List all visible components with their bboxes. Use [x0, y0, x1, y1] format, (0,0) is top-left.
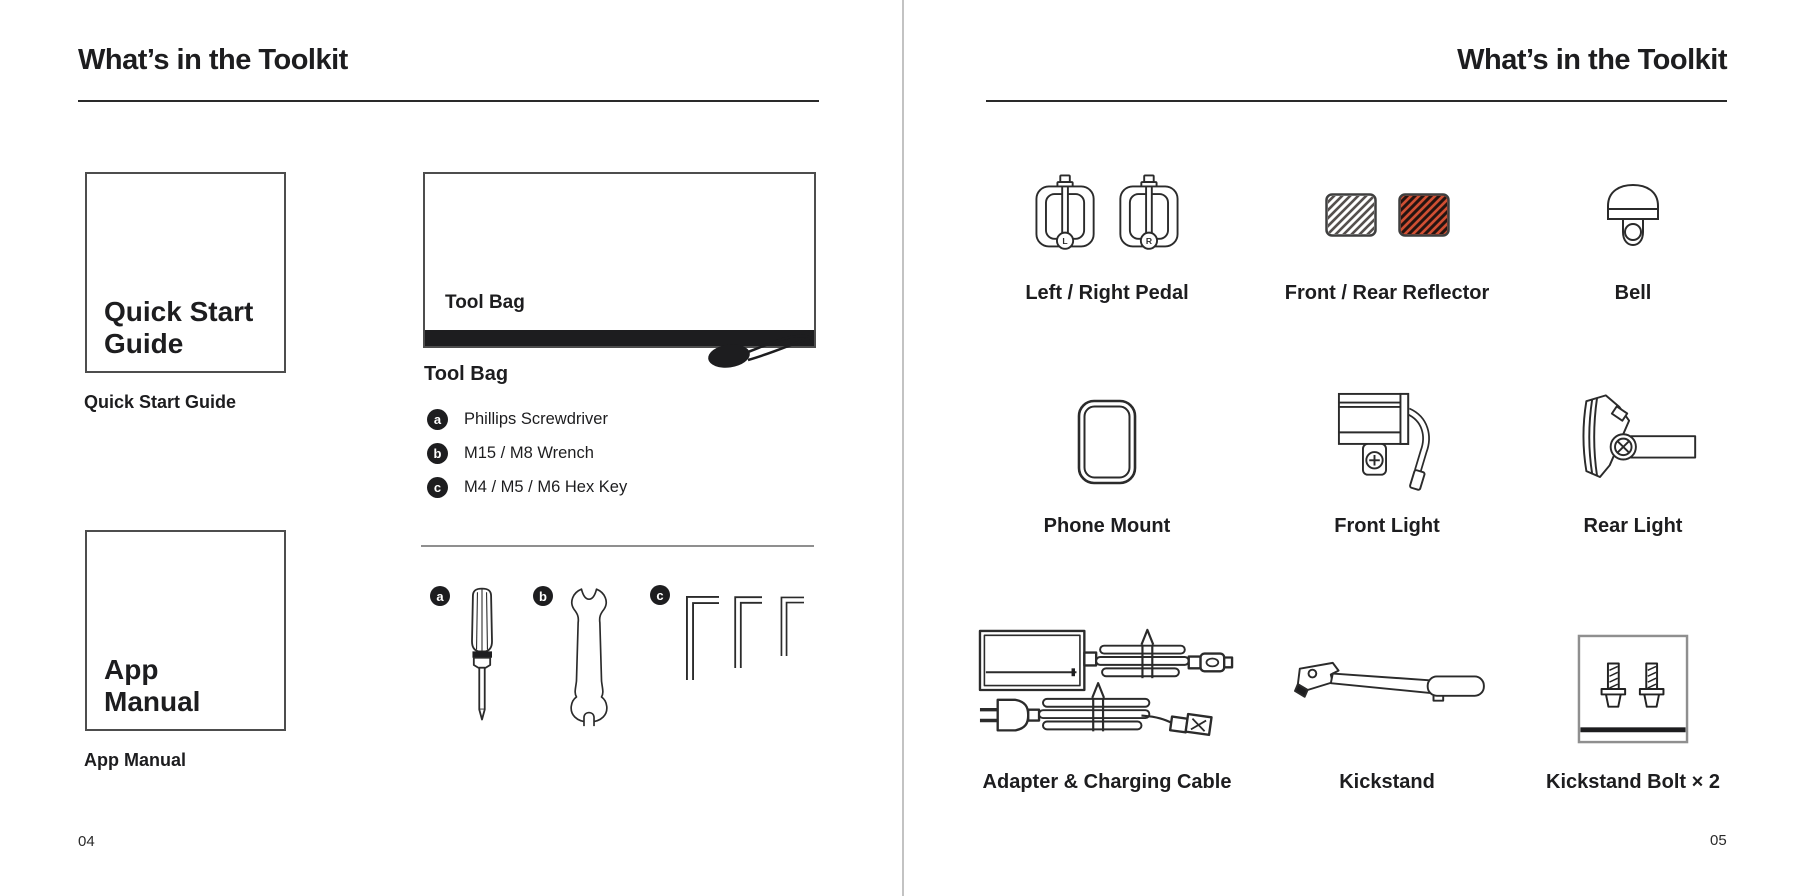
toolkit-item-reflectors — [1267, 155, 1507, 305]
right-page-title: What’s in the Toolkit — [1457, 44, 1727, 76]
tool-bag-heading: Tool Bag — [424, 363, 509, 385]
pedal-left-letter: L — [1062, 236, 1068, 247]
pedal-pair-icon — [987, 155, 1227, 275]
toolkit-item-rear-light — [1513, 375, 1753, 538]
item-label: Front Light — [1334, 515, 1440, 537]
wrench-icon — [563, 585, 615, 727]
cover-line: Quick Start — [104, 296, 254, 328]
item-label: Front / Rear Reflector — [1284, 282, 1490, 304]
page-divider — [902, 0, 904, 896]
left-page-number: 04 — [78, 833, 95, 850]
kickstand-bolt-icon — [1513, 615, 1753, 764]
toolkit-item-kickstand — [1267, 615, 1507, 794]
pedal-right-letter: R — [1145, 236, 1153, 247]
toolkit-item-pedals — [987, 155, 1227, 305]
phone-mount-icon — [987, 375, 1227, 508]
list-item — [427, 443, 627, 464]
tool-bag-cover — [423, 172, 816, 348]
cover-line: Guide — [104, 327, 184, 359]
toolkit-item-bell — [1513, 155, 1753, 305]
item-label: Adapter & Charging Cable — [982, 771, 1232, 793]
quick-start-guide-caption: Quick Start Guide — [84, 392, 237, 412]
tool-label: Phillips Screwdriver — [464, 410, 608, 428]
cover-line: Manual — [104, 685, 201, 717]
toolkit-item-adapter — [977, 615, 1237, 794]
hex-keys-icon — [683, 588, 809, 684]
cover-line: App — [104, 654, 159, 686]
tool-bag-contents-list — [427, 409, 627, 498]
reflector-pair-icon — [1267, 155, 1507, 275]
left-page-title: What’s in the Toolkit — [78, 44, 348, 76]
toolkit-item-front-light — [1267, 375, 1507, 538]
front-reflector-icon — [1325, 193, 1377, 237]
zipper-pull-icon — [702, 330, 814, 376]
list-item — [427, 409, 627, 430]
tools-divider-rule — [421, 545, 814, 547]
tool-label: M15 / M8 Wrench — [464, 444, 594, 462]
item-label: Bell — [1614, 282, 1652, 304]
badge-b: b — [533, 586, 553, 606]
badge-c: c — [650, 585, 670, 605]
app-manual-cover-text — [104, 654, 200, 717]
quick-start-guide-cover-text — [104, 296, 253, 359]
tool-label: M4 / M5 / M6 Hex Key — [464, 478, 628, 496]
item-label: Phone Mount — [1043, 515, 1171, 537]
item-label: Kickstand — [1339, 771, 1435, 793]
badge-c: c — [427, 477, 448, 498]
right-title-rule — [986, 100, 1727, 102]
toolkit-item-kickstand-bolts — [1513, 615, 1753, 794]
item-label: Rear Light — [1583, 515, 1683, 537]
rear-reflector-icon — [1398, 193, 1450, 237]
adapter-charging-cable-icon — [977, 615, 1237, 764]
badge-a: a — [427, 409, 448, 430]
toolkit-item-phone-mount — [987, 375, 1227, 538]
item-label: Kickstand Bolt × 2 — [1546, 771, 1720, 793]
app-manual-caption: App Manual — [84, 750, 186, 770]
tool-bag-cover-label: Tool Bag — [445, 292, 525, 313]
quick-start-guide-cover — [85, 172, 286, 373]
left-title-rule — [78, 100, 819, 102]
list-item — [427, 477, 627, 498]
badge-b: b — [427, 443, 448, 464]
rear-light-icon — [1513, 375, 1753, 508]
right-page-number: 05 — [1710, 832, 1727, 849]
badge-a: a — [430, 586, 450, 606]
item-label: Left / Right Pedal — [1025, 282, 1189, 304]
screwdriver-icon — [462, 584, 502, 726]
bell-icon — [1513, 155, 1753, 275]
front-light-icon — [1267, 375, 1507, 508]
kickstand-icon — [1267, 615, 1507, 764]
app-manual-cover — [85, 530, 286, 731]
